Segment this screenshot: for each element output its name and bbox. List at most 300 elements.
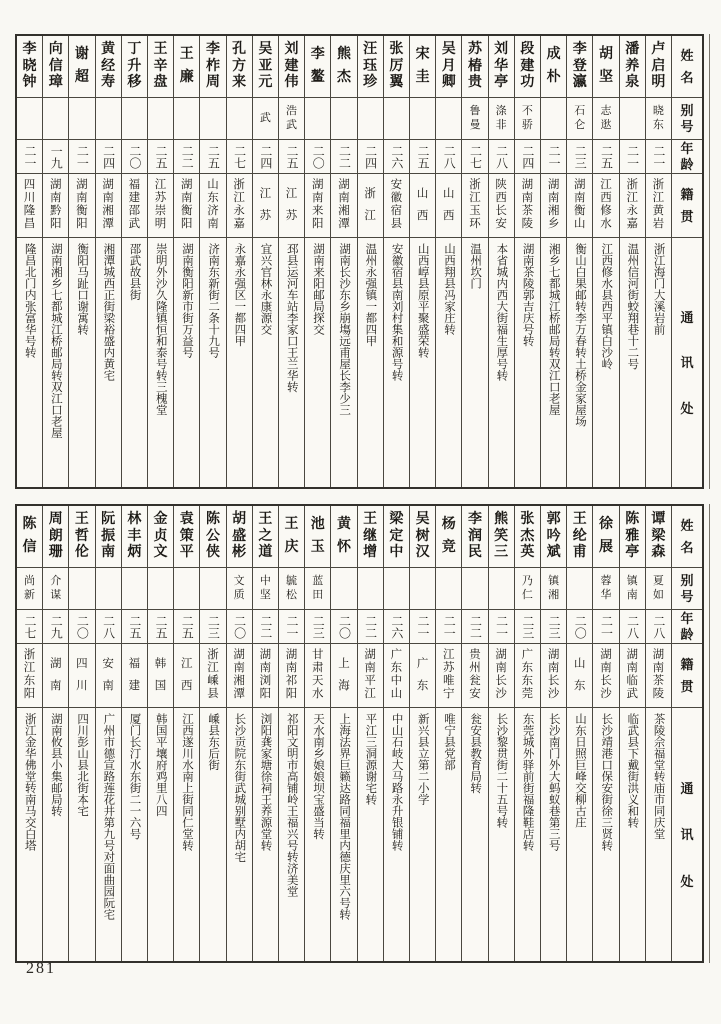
person-column bbox=[96, 36, 122, 487]
origin-text: 湖 南 衡 阳 bbox=[76, 179, 88, 231]
address-cell bbox=[96, 708, 121, 961]
origin-cell bbox=[174, 174, 199, 238]
name-text: 王 辛 盘 bbox=[153, 41, 168, 91]
name-cell bbox=[253, 506, 278, 568]
alias-text bbox=[17, 98, 42, 139]
alias-text: 浩 武 bbox=[286, 105, 298, 131]
alias-cell bbox=[174, 98, 199, 140]
person-column bbox=[305, 36, 331, 487]
address-cell bbox=[410, 238, 435, 487]
origin-cell bbox=[489, 174, 514, 238]
alias-cell bbox=[489, 98, 514, 140]
origin-text: 湖 南 湘 潭 bbox=[102, 179, 114, 231]
address-text: 湖南长沙东乡崩塲远甫屋长李少三 bbox=[338, 243, 351, 416]
age-cell bbox=[148, 140, 173, 174]
person-column bbox=[436, 506, 462, 961]
age-text: 二八 bbox=[625, 614, 640, 639]
origin-text: 贵 州 瓮 安 bbox=[469, 649, 481, 701]
alias-cell bbox=[410, 98, 435, 140]
name-text: 李 晓 钟 bbox=[22, 41, 37, 91]
alias-cell bbox=[515, 98, 540, 140]
age-text: 二四 bbox=[258, 144, 273, 169]
name-cell bbox=[410, 506, 435, 568]
address-text: 长沙靖港口保安街徐三贤转 bbox=[600, 713, 613, 851]
alias-text: 镇 湘 bbox=[548, 575, 560, 601]
origin-cell bbox=[17, 174, 42, 238]
age-cell bbox=[17, 610, 42, 644]
alias-cell bbox=[174, 568, 199, 610]
address-cell bbox=[227, 238, 252, 487]
address-text: 江西修水县西平镇白沙岭 bbox=[600, 243, 613, 370]
name-text: 阮 振 南 bbox=[101, 511, 116, 561]
alias-text: 武 bbox=[259, 112, 271, 124]
age-text: 二五 bbox=[154, 144, 169, 169]
address-text: 温州坎门 bbox=[469, 243, 482, 289]
name-text: 王 之 道 bbox=[258, 511, 273, 561]
address-text: 中山石岐大马路永升银铺转 bbox=[390, 713, 403, 851]
alias-text bbox=[148, 568, 173, 609]
alias-text: 石 仑 bbox=[574, 105, 586, 131]
name-text: 成 朴 bbox=[546, 47, 561, 85]
person-column bbox=[489, 506, 515, 961]
origin-text: 四 川 bbox=[76, 658, 88, 692]
address-cell bbox=[541, 708, 566, 961]
name-cell bbox=[227, 36, 252, 98]
origin-text: 韩 国 bbox=[154, 658, 167, 692]
name-cell bbox=[174, 506, 199, 568]
origin-cell bbox=[358, 174, 383, 238]
origin-text: 湖 南 长 沙 bbox=[600, 649, 612, 701]
name-text: 王 继 增 bbox=[363, 511, 378, 561]
origin-cell bbox=[331, 174, 356, 238]
name-text: 李 鳌 bbox=[310, 47, 325, 85]
address-text: 湖南来阳邮局探交 bbox=[311, 243, 324, 335]
address-text: 厦门长汀水东街二一六号 bbox=[128, 713, 141, 840]
address-cell bbox=[489, 708, 514, 961]
address-cell bbox=[43, 238, 68, 487]
address-cell bbox=[620, 708, 645, 961]
origin-cell bbox=[200, 644, 225, 708]
alias-cell bbox=[69, 98, 94, 140]
header-age-cell bbox=[672, 610, 702, 644]
person-column bbox=[358, 36, 384, 487]
origin-cell bbox=[436, 644, 461, 708]
person-column bbox=[43, 506, 69, 961]
origin-text: 甘 肃 天 水 bbox=[312, 649, 324, 701]
age-cell bbox=[174, 610, 199, 644]
age-text: 二二 bbox=[337, 144, 352, 169]
name-cell bbox=[331, 36, 356, 98]
origin-cell bbox=[620, 174, 645, 238]
origin-text: 上 海 bbox=[338, 658, 350, 692]
name-cell bbox=[305, 36, 330, 98]
address-text: 温州永强镇一都四甲 bbox=[364, 243, 377, 347]
origin-text: 江 西 bbox=[180, 658, 193, 692]
origin-text: 福 建 邵 武 bbox=[128, 179, 141, 231]
age-text: 二七 bbox=[468, 144, 483, 169]
person-column bbox=[279, 36, 305, 487]
origin-text: 湖 南 浏 阳 bbox=[259, 649, 272, 701]
name-cell bbox=[174, 36, 199, 98]
name-text: 王 庆 bbox=[284, 517, 299, 555]
roster-table-upper bbox=[15, 34, 704, 489]
age-text: 二〇 bbox=[311, 144, 326, 169]
origin-text: 湖 南 长 沙 bbox=[495, 649, 507, 701]
name-cell bbox=[43, 506, 68, 568]
alias-cell bbox=[305, 568, 330, 610]
age-cell bbox=[69, 610, 94, 644]
origin-text: 陕 西 长 安 bbox=[495, 179, 507, 231]
alias-text bbox=[358, 98, 383, 139]
address-cell bbox=[17, 238, 42, 487]
address-cell bbox=[122, 238, 147, 487]
name-text: 李 柞 周 bbox=[205, 41, 220, 91]
name-text: 段 建 功 bbox=[520, 41, 535, 91]
person-column bbox=[515, 36, 541, 487]
address-text: 山东日照巨峰交柳古庄 bbox=[573, 713, 586, 828]
header-label: 籍 贯 bbox=[680, 657, 694, 694]
age-text: 二一 bbox=[285, 614, 300, 639]
person-column bbox=[17, 36, 43, 487]
origin-cell bbox=[384, 174, 409, 238]
alias-cell bbox=[96, 568, 121, 610]
name-cell bbox=[358, 36, 383, 98]
address-cell bbox=[384, 238, 409, 487]
address-text: 浙江海门大溪岩前 bbox=[652, 243, 665, 335]
alias-text: 中 坚 bbox=[259, 575, 271, 601]
name-cell bbox=[96, 506, 121, 568]
page-number: 281 bbox=[26, 960, 56, 977]
alias-text: 毓 松 bbox=[286, 575, 298, 601]
address-cell bbox=[358, 708, 383, 961]
header-label: 姓 名 bbox=[680, 518, 694, 555]
origin-text: 山 东 济 南 bbox=[207, 179, 219, 231]
name-text: 熊 笑 三 bbox=[494, 511, 509, 561]
alias-cell bbox=[462, 568, 487, 610]
alias-text: 不 骄 bbox=[521, 105, 533, 131]
address-text: 东莞城外驿前街福隆鞋店转 bbox=[521, 713, 534, 851]
name-text: 梁 定 中 bbox=[389, 511, 404, 561]
address-cell bbox=[148, 238, 173, 487]
person-column bbox=[200, 36, 226, 487]
origin-cell bbox=[253, 644, 278, 708]
origin-cell bbox=[358, 644, 383, 708]
person-column bbox=[567, 36, 593, 487]
address-cell bbox=[253, 238, 278, 487]
alias-text bbox=[122, 98, 147, 139]
age-cell bbox=[200, 610, 225, 644]
header-column bbox=[672, 506, 702, 961]
age-text: 二四 bbox=[101, 144, 116, 169]
name-cell bbox=[384, 506, 409, 568]
alias-cell bbox=[593, 568, 618, 610]
person-column bbox=[69, 36, 95, 487]
age-text: 二七 bbox=[232, 144, 247, 169]
alias-text: 夏 如 bbox=[652, 575, 664, 601]
origin-text: 江 苏 崇 明 bbox=[154, 179, 167, 231]
origin-text: 山 西 bbox=[443, 188, 455, 222]
alias-text: 志 逖 bbox=[600, 105, 612, 131]
address-text: 浙江金华佛堂转南马交白塔 bbox=[23, 713, 36, 851]
age-cell bbox=[620, 140, 645, 174]
age-text: 二八 bbox=[494, 144, 509, 169]
age-text: 二五 bbox=[599, 144, 614, 169]
alias-text: 尚 新 bbox=[24, 575, 36, 601]
age-cell bbox=[593, 140, 618, 174]
age-text: 二二 bbox=[468, 614, 483, 639]
name-text: 林 丰 炳 bbox=[127, 511, 142, 561]
address-text: 平江三洞源谢宅转 bbox=[364, 713, 377, 805]
address-text: 上海法界巨籁达路同福里内德庆里六号转 bbox=[338, 713, 351, 920]
person-column bbox=[515, 506, 541, 961]
alias-cell bbox=[148, 98, 173, 140]
name-text: 汪 珏 珍 bbox=[363, 41, 378, 91]
age-text: 二一 bbox=[75, 144, 90, 169]
alias-text bbox=[305, 98, 330, 139]
person-column bbox=[227, 36, 253, 487]
age-cell bbox=[331, 610, 356, 644]
name-text: 池 玉 bbox=[310, 517, 325, 555]
address-text: 永嘉永强区一都四甲 bbox=[233, 243, 246, 347]
name-text: 袁 策 平 bbox=[179, 511, 194, 561]
alias-text bbox=[174, 98, 199, 139]
alias-text bbox=[331, 98, 356, 139]
alias-cell bbox=[567, 98, 592, 140]
alias-cell bbox=[253, 568, 278, 610]
origin-text: 浙 江 东 阳 bbox=[23, 649, 36, 701]
age-cell bbox=[593, 610, 618, 644]
name-text: 金 贞 文 bbox=[153, 511, 168, 561]
person-column bbox=[410, 506, 436, 961]
age-cell bbox=[646, 610, 671, 644]
origin-cell bbox=[410, 644, 435, 708]
alias-cell bbox=[17, 98, 42, 140]
header-label: 姓 名 bbox=[680, 48, 694, 85]
age-cell bbox=[174, 140, 199, 174]
age-text: 二二 bbox=[363, 614, 378, 639]
origin-cell bbox=[593, 174, 618, 238]
origin-text: 湖 南 湘 潭 bbox=[233, 649, 245, 701]
alias-text: 文 质 bbox=[233, 575, 245, 601]
name-cell bbox=[148, 36, 173, 98]
address-text: 湖南茶陵郭吉庆号转 bbox=[521, 243, 534, 347]
alias-cell bbox=[620, 98, 645, 140]
address-text: 安徽宿县南刘村集和源号转 bbox=[390, 243, 403, 381]
age-text: 二五 bbox=[180, 614, 195, 639]
address-cell bbox=[253, 708, 278, 961]
origin-text: 湖 南 临 武 bbox=[626, 649, 638, 701]
origin-cell bbox=[96, 644, 121, 708]
name-cell bbox=[567, 36, 592, 98]
alias-cell bbox=[279, 568, 304, 610]
address-cell bbox=[305, 238, 330, 487]
person-column bbox=[410, 36, 436, 487]
age-text: 二〇 bbox=[232, 614, 247, 639]
origin-text: 江 苏 bbox=[285, 188, 298, 222]
age-text: 二五 bbox=[206, 144, 221, 169]
alias-text bbox=[227, 98, 252, 139]
age-cell bbox=[541, 610, 566, 644]
alias-cell bbox=[384, 98, 409, 140]
name-text: 王 廉 bbox=[179, 47, 194, 85]
age-cell bbox=[227, 140, 252, 174]
age-text: 二三 bbox=[547, 614, 562, 639]
origin-cell bbox=[253, 174, 278, 238]
address-text: 临武县下戴街洪义和转 bbox=[626, 713, 639, 828]
age-text: 二三 bbox=[311, 614, 326, 639]
name-text: 胡 盛 彬 bbox=[232, 511, 247, 561]
origin-cell bbox=[462, 174, 487, 238]
alias-text bbox=[620, 98, 645, 139]
header-name-cell bbox=[672, 506, 702, 568]
origin-cell bbox=[174, 644, 199, 708]
address-cell bbox=[331, 708, 356, 961]
origin-cell bbox=[96, 174, 121, 238]
alias-text bbox=[200, 568, 225, 609]
age-cell bbox=[69, 140, 94, 174]
alias-cell bbox=[515, 568, 540, 610]
person-column bbox=[279, 506, 305, 961]
age-cell bbox=[620, 610, 645, 644]
address-cell bbox=[410, 708, 435, 961]
address-text: 温州信河街蛟翔巷十二号 bbox=[626, 243, 639, 370]
name-text: 李 润 民 bbox=[467, 511, 482, 561]
person-column bbox=[462, 36, 488, 487]
header-column bbox=[672, 36, 702, 487]
person-column bbox=[148, 36, 174, 487]
address-text: 广州市德宣路莲花井第九号对面曲园阮宅 bbox=[102, 713, 115, 920]
person-column bbox=[200, 506, 226, 961]
header-label: 通 讯 处 bbox=[680, 780, 694, 889]
address-cell bbox=[593, 238, 618, 487]
origin-cell bbox=[43, 644, 68, 708]
alias-cell bbox=[620, 568, 645, 610]
origin-cell bbox=[593, 644, 618, 708]
alias-cell bbox=[541, 568, 566, 610]
address-cell bbox=[436, 708, 461, 961]
address-text: 新兴县立第二小学 bbox=[416, 713, 429, 805]
name-text: 陈 公 侠 bbox=[205, 511, 220, 561]
alias-cell bbox=[43, 568, 68, 610]
alias-cell bbox=[489, 568, 514, 610]
age-cell bbox=[384, 140, 409, 174]
age-cell bbox=[148, 610, 173, 644]
header-label: 年 龄 bbox=[680, 141, 694, 172]
name-text: 熊 杰 bbox=[336, 47, 351, 85]
alias-cell bbox=[200, 98, 225, 140]
person-column bbox=[620, 506, 646, 961]
age-text: 二三 bbox=[573, 144, 588, 169]
header-alias-cell bbox=[672, 568, 702, 610]
alias-cell bbox=[279, 98, 304, 140]
name-cell bbox=[17, 36, 42, 98]
age-text: 二〇 bbox=[127, 144, 142, 169]
address-text: 浏阳龚家塘徐祠王养源堂转 bbox=[259, 713, 272, 851]
origin-cell bbox=[331, 644, 356, 708]
alias-text bbox=[462, 568, 487, 609]
age-text: 二一 bbox=[651, 144, 666, 169]
alias-cell bbox=[410, 568, 435, 610]
person-column bbox=[358, 506, 384, 961]
age-text: 二八 bbox=[101, 614, 116, 639]
alias-cell bbox=[436, 98, 461, 140]
age-cell bbox=[279, 140, 304, 174]
alias-text bbox=[384, 568, 409, 609]
alias-text bbox=[69, 98, 94, 139]
name-text: 孔 方 来 bbox=[232, 41, 247, 91]
alias-cell bbox=[69, 568, 94, 610]
origin-cell bbox=[148, 644, 173, 708]
origin-cell bbox=[148, 174, 173, 238]
origin-cell bbox=[69, 174, 94, 238]
name-cell bbox=[410, 36, 435, 98]
origin-cell bbox=[43, 174, 68, 238]
alias-cell bbox=[358, 98, 383, 140]
origin-text: 浙 江 永 嘉 bbox=[626, 179, 638, 231]
address-text: 嵊县东后街 bbox=[207, 713, 220, 771]
age-cell bbox=[200, 140, 225, 174]
name-text: 吴 亚 元 bbox=[258, 41, 273, 91]
person-column bbox=[489, 36, 515, 487]
address-text: 山西翔县冯家庄转 bbox=[442, 243, 455, 335]
address-text: 衡山白果邮转李万春转土桥金家屋场 bbox=[573, 243, 586, 427]
origin-cell bbox=[305, 174, 330, 238]
header-address-cell bbox=[672, 238, 702, 487]
origin-text: 江 苏 唯 宁 bbox=[443, 649, 455, 701]
alias-text bbox=[148, 98, 173, 139]
person-column bbox=[331, 36, 357, 487]
origin-cell bbox=[305, 644, 330, 708]
origin-text: 浙 江 永 嘉 bbox=[233, 179, 245, 231]
origin-cell bbox=[69, 644, 94, 708]
name-cell bbox=[515, 506, 540, 568]
age-cell bbox=[489, 140, 514, 174]
age-text: 二九 bbox=[49, 614, 64, 639]
address-text: 瓮安县教育局转 bbox=[469, 713, 482, 794]
person-column bbox=[384, 36, 410, 487]
name-cell bbox=[200, 506, 225, 568]
name-cell bbox=[515, 36, 540, 98]
address-text: 湖南攸县小集邮局转 bbox=[49, 713, 62, 817]
alias-cell bbox=[96, 98, 121, 140]
age-cell bbox=[279, 610, 304, 644]
age-cell bbox=[227, 610, 252, 644]
origin-cell bbox=[122, 644, 147, 708]
address-cell bbox=[200, 238, 225, 487]
name-text: 黄 怀 bbox=[336, 517, 351, 555]
person-column bbox=[174, 36, 200, 487]
age-text: 二五 bbox=[127, 614, 142, 639]
name-cell bbox=[43, 36, 68, 98]
age-cell bbox=[43, 140, 68, 174]
alias-text: 涤 非 bbox=[495, 105, 507, 131]
name-cell bbox=[148, 506, 173, 568]
person-column bbox=[43, 36, 69, 487]
alias-cell bbox=[253, 98, 278, 140]
address-text: 宜兴官林永康源交 bbox=[259, 243, 272, 335]
address-text: 湘潭城西正街梁裕盛内黄宅 bbox=[102, 243, 115, 381]
name-text: 王 纶 甫 bbox=[572, 511, 587, 561]
name-cell bbox=[567, 506, 592, 568]
name-text: 胡 坚 bbox=[598, 47, 613, 85]
address-cell bbox=[96, 238, 121, 487]
origin-text: 湖 南 衡 山 bbox=[574, 179, 586, 231]
origin-text: 安 徽 宿 县 bbox=[390, 179, 403, 231]
name-text: 吴 月 卿 bbox=[441, 41, 456, 91]
origin-cell bbox=[384, 644, 409, 708]
address-text: 邵武故县街 bbox=[128, 243, 141, 301]
origin-text: 广 东 中 山 bbox=[390, 649, 403, 701]
